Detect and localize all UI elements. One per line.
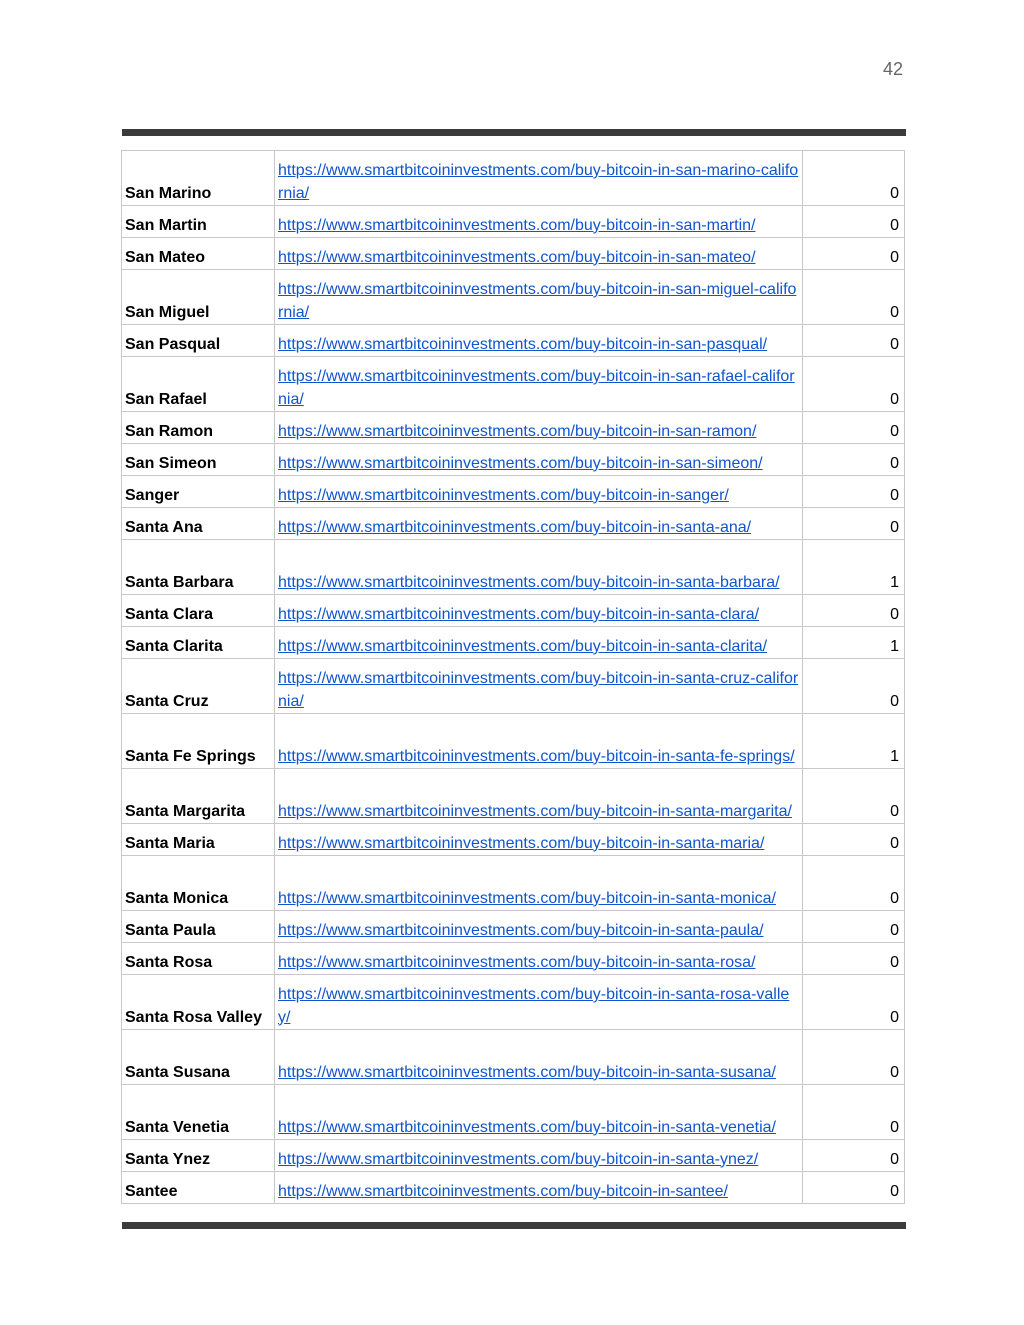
table-row [122, 911, 905, 943]
url-link[interactable]: https://www.smartbitcoininvestments.com/buy-bitcoin-in-san-ramon/ [275, 412, 803, 444]
city-name-cell: San Rafael [122, 357, 275, 412]
url-link[interactable]: https://www.smartbitcoininvestments.com/buy-bitcoin-in-santa-fe-springs/ [275, 714, 803, 769]
count-cell: 0 [803, 325, 905, 357]
url-link[interactable]: https://www.smartbitcoininvestments.com/buy-bitcoin-in-santa-margarita/ [275, 769, 803, 824]
city-name-cell: Santa Clarita [122, 627, 275, 659]
city-name-cell: Santa Susana [122, 1030, 275, 1085]
city-name-cell: Santa Rosa [122, 943, 275, 975]
url-link[interactable]: https://www.smartbitcoininvestments.com/buy-bitcoin-in-santa-paula/ [275, 911, 803, 943]
count-cell: 0 [803, 1030, 905, 1085]
count-cell: 0 [803, 975, 905, 1030]
url-link[interactable]: https://www.smartbitcoininvestments.com/buy-bitcoin-in-santa-ynez/ [275, 1140, 803, 1172]
count-cell: 0 [803, 444, 905, 476]
count-cell: 0 [803, 595, 905, 627]
table-row [122, 1140, 905, 1172]
city-name-cell: Santa Clara [122, 595, 275, 627]
url-link[interactable]: https://www.smartbitcoininvestments.com/buy-bitcoin-in-san-martin/ [275, 206, 803, 238]
url-link[interactable]: https://www.smartbitcoininvestments.com/buy-bitcoin-in-san-rafael-california/ [275, 357, 803, 412]
url-link[interactable]: https://www.smartbitcoininvestments.com/buy-bitcoin-in-santa-clara/ [275, 595, 803, 627]
city-name-cell: Santa Venetia [122, 1085, 275, 1140]
count-cell: 0 [803, 1140, 905, 1172]
count-cell: 0 [803, 206, 905, 238]
city-name-cell: San Ramon [122, 412, 275, 444]
city-name-cell: Santa Barbara [122, 540, 275, 595]
count-cell: 0 [803, 1085, 905, 1140]
city-name-cell: Santee [122, 1172, 275, 1204]
table-row [122, 627, 905, 659]
url-link[interactable]: https://www.smartbitcoininvestments.com/buy-bitcoin-in-san-simeon/ [275, 444, 803, 476]
count-cell: 0 [803, 769, 905, 824]
count-cell: 0 [803, 357, 905, 412]
url-link[interactable]: https://www.smartbitcoininvestments.com/buy-bitcoin-in-santee/ [275, 1172, 803, 1204]
table-row [122, 975, 905, 1030]
url-link[interactable]: https://www.smartbitcoininvestments.com/buy-bitcoin-in-santa-maria/ [275, 824, 803, 856]
table-row [122, 824, 905, 856]
count-cell: 0 [803, 238, 905, 270]
url-link[interactable]: https://www.smartbitcoininvestments.com/buy-bitcoin-in-santa-ana/ [275, 508, 803, 540]
city-name-cell: Santa Fe Springs [122, 714, 275, 769]
count-cell: 0 [803, 943, 905, 975]
url-link[interactable]: https://www.smartbitcoininvestments.com/buy-bitcoin-in-santa-clarita/ [275, 627, 803, 659]
city-link-table [121, 150, 905, 1204]
city-name-cell: Sanger [122, 476, 275, 508]
table-row [122, 476, 905, 508]
city-name-cell: San Marino [122, 151, 275, 206]
table-row [122, 325, 905, 357]
count-cell: 0 [803, 659, 905, 714]
table-row [122, 856, 905, 911]
table-row [122, 1172, 905, 1204]
url-link[interactable]: https://www.smartbitcoininvestments.com/buy-bitcoin-in-san-pasqual/ [275, 325, 803, 357]
count-cell: 0 [803, 270, 905, 325]
table-row [122, 151, 905, 206]
count-cell: 0 [803, 508, 905, 540]
count-cell: 1 [803, 540, 905, 595]
table-row [122, 412, 905, 444]
page-number: 42 [882, 59, 903, 79]
table-row [122, 659, 905, 714]
table-row [122, 1030, 905, 1085]
url-link[interactable]: https://www.smartbitcoininvestments.com/buy-bitcoin-in-san-mateo/ [275, 238, 803, 270]
url-link[interactable]: https://www.smartbitcoininvestments.com/buy-bitcoin-in-santa-rosa/ [275, 943, 803, 975]
city-name-cell: San Mateo [122, 238, 275, 270]
city-name-cell: San Simeon [122, 444, 275, 476]
url-link[interactable]: https://www.smartbitcoininvestments.com/buy-bitcoin-in-san-miguel-california/ [275, 270, 803, 325]
table-row [122, 769, 905, 824]
city-name-cell: Santa Monica [122, 856, 275, 911]
city-name-cell: San Pasqual [122, 325, 275, 357]
count-cell: 0 [803, 856, 905, 911]
url-link[interactable]: https://www.smartbitcoininvestments.com/buy-bitcoin-in-santa-susana/ [275, 1030, 803, 1085]
count-cell: 0 [803, 824, 905, 856]
city-name-cell: Santa Ynez [122, 1140, 275, 1172]
city-name-cell: Santa Maria [122, 824, 275, 856]
table-row [122, 238, 905, 270]
table-row [122, 540, 905, 595]
count-cell: 0 [803, 476, 905, 508]
url-link[interactable]: https://www.smartbitcoininvestments.com/buy-bitcoin-in-santa-barbara/ [275, 540, 803, 595]
url-link[interactable]: https://www.smartbitcoininvestments.com/buy-bitcoin-in-santa-venetia/ [275, 1085, 803, 1140]
table-row [122, 206, 905, 238]
count-cell: 0 [803, 151, 905, 206]
count-cell: 0 [803, 412, 905, 444]
table-row [122, 270, 905, 325]
city-name-cell: San Miguel [122, 270, 275, 325]
count-cell: 1 [803, 627, 905, 659]
table-row [122, 1085, 905, 1140]
city-name-cell: Santa Ana [122, 508, 275, 540]
table-row [122, 357, 905, 412]
table-row [122, 444, 905, 476]
city-name-cell: Santa Cruz [122, 659, 275, 714]
url-link[interactable]: https://www.smartbitcoininvestments.com/buy-bitcoin-in-santa-rosa-valley/ [275, 975, 803, 1030]
header-rule [122, 129, 906, 136]
count-cell: 1 [803, 714, 905, 769]
city-name-cell: Santa Rosa Valley [122, 975, 275, 1030]
table-row [122, 943, 905, 975]
count-cell: 0 [803, 911, 905, 943]
table-row [122, 595, 905, 627]
url-link[interactable]: https://www.smartbitcoininvestments.com/buy-bitcoin-in-santa-cruz-california/ [275, 659, 803, 714]
table-row [122, 714, 905, 769]
url-link[interactable]: https://www.smartbitcoininvestments.com/buy-bitcoin-in-sanger/ [275, 476, 803, 508]
city-name-cell: San Martin [122, 206, 275, 238]
table-row [122, 508, 905, 540]
city-name-cell: Santa Margarita [122, 769, 275, 824]
url-link[interactable]: https://www.smartbitcoininvestments.com/buy-bitcoin-in-san-marino-california/ [275, 151, 803, 206]
footer-rule [122, 1222, 906, 1229]
url-link[interactable]: https://www.smartbitcoininvestments.com/buy-bitcoin-in-santa-monica/ [275, 856, 803, 911]
count-cell: 0 [803, 1172, 905, 1204]
city-name-cell: Santa Paula [122, 911, 275, 943]
